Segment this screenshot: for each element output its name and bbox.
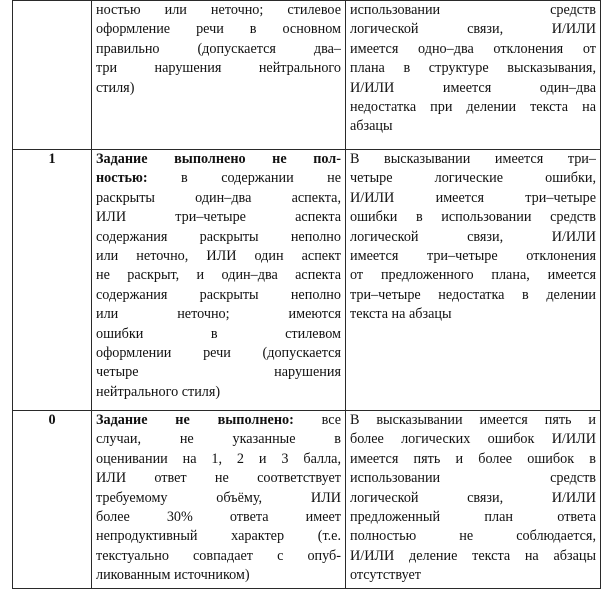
logic-line: И/ИЛИ деление текста на абзацы [350, 547, 596, 564]
content-line: нейтрального стиля) [96, 383, 221, 400]
logic-line: текста на абзацы [350, 306, 452, 323]
score-cell: 0 [13, 411, 92, 589]
content-line: четыре нарушения [96, 364, 341, 381]
content-line: три нарушения нейтрального [96, 60, 341, 77]
content-cell [92, 411, 346, 589]
content-line: ИЛИ ответ не соответствует [96, 470, 341, 487]
logic-line: И/ИЛИ имеется один–два [350, 79, 596, 96]
content-cell [92, 1, 346, 150]
logic-line: В высказывании имеется три– [350, 151, 596, 167]
logic-line: имеется пять и более ошибок в [350, 450, 596, 467]
content-line: или неточно; имеются [96, 306, 341, 323]
score-cell: 1 [13, 150, 92, 411]
content-line: случаи, не указанные в [96, 431, 341, 448]
content-heading: Задание не выполнено: [96, 412, 294, 428]
logic-line: от предложенного плана, имеется [350, 267, 596, 284]
logic-line: логической связи, И/ИЛИ [350, 489, 596, 506]
logic-line: имеется одно–два отклонения от [350, 40, 596, 57]
score-cell [13, 1, 92, 150]
content-cell [92, 150, 346, 411]
logic-line: абзацы [350, 118, 393, 135]
logic-cell [346, 150, 601, 411]
content-line: оформлении речи (допускается [96, 344, 341, 361]
content-line-rest: все [293, 412, 341, 428]
table-row [13, 150, 601, 411]
content-line: или неточно, ИЛИ один аспект [96, 247, 341, 264]
content-heading-line: Задание выполнено не пол- [96, 151, 341, 167]
logic-line: имеется три–четыре отклонения [350, 247, 596, 264]
logic-line: ошибки в использовании средств [350, 209, 596, 226]
logic-line: отсутствует [350, 567, 421, 584]
content-line: содержания раскрыты неполно [96, 286, 341, 303]
logic-line: четыре логические ошибки, [350, 170, 596, 187]
content-line: не раскрыт, и один–два аспекта [96, 267, 341, 284]
content-line: непродуктивный характер (т.е. [96, 528, 341, 545]
criteria-table [12, 0, 601, 589]
logic-line: полностью не соблюдается, [350, 528, 596, 545]
content-line: ИЛИ три–четыре аспекта [96, 209, 341, 226]
logic-line: использовании средств [350, 2, 596, 18]
content-line: оценивании на 1, 2 и 3 балла, [96, 450, 341, 467]
content-line: более 30% ответа имеет [96, 508, 341, 525]
content-line: ликованным источником) [96, 567, 250, 584]
table-row [13, 411, 601, 589]
logic-line: использовании средств [350, 470, 596, 487]
content-line: текстуально совпадает с опуб- [96, 547, 341, 564]
content-line: раскрыты один–два аспекта, [96, 189, 341, 206]
logic-line: И/ИЛИ имеется три–четыре [350, 189, 596, 206]
content-line: оформление речи в основном [96, 21, 341, 38]
content-line [96, 411, 341, 430]
table-row [13, 1, 601, 150]
logic-line: три–четыре недостатка в делении [350, 286, 596, 303]
content-line: правильно (допускается два– [96, 40, 341, 57]
content-line: содержания раскрыты неполно [96, 228, 341, 245]
logic-line: плана в структуре высказывания, [350, 60, 596, 77]
logic-line: недостатка при делении текста на [350, 98, 596, 115]
logic-line: логической связи, И/ИЛИ [350, 21, 596, 38]
content-line: ностью или неточно; стилевое [96, 2, 341, 18]
content-line: стиля) [96, 79, 135, 96]
content-line [96, 169, 341, 188]
content-line: ошибки в стилевом [96, 325, 341, 342]
logic-cell [346, 411, 601, 589]
logic-line: В высказывании имеется пять и [350, 412, 596, 428]
logic-line: более логических ошибок И/ИЛИ [350, 431, 596, 448]
criteria-table-page [12, 0, 602, 590]
content-heading-tail: ностью: [96, 170, 148, 187]
content-line-rest: в содержании не [147, 170, 341, 187]
logic-cell [346, 1, 601, 150]
logic-line: предложенный план ответа [350, 508, 596, 525]
content-line: требуемому объёму, ИЛИ [96, 489, 341, 506]
logic-line: логической связи, И/ИЛИ [350, 228, 596, 245]
